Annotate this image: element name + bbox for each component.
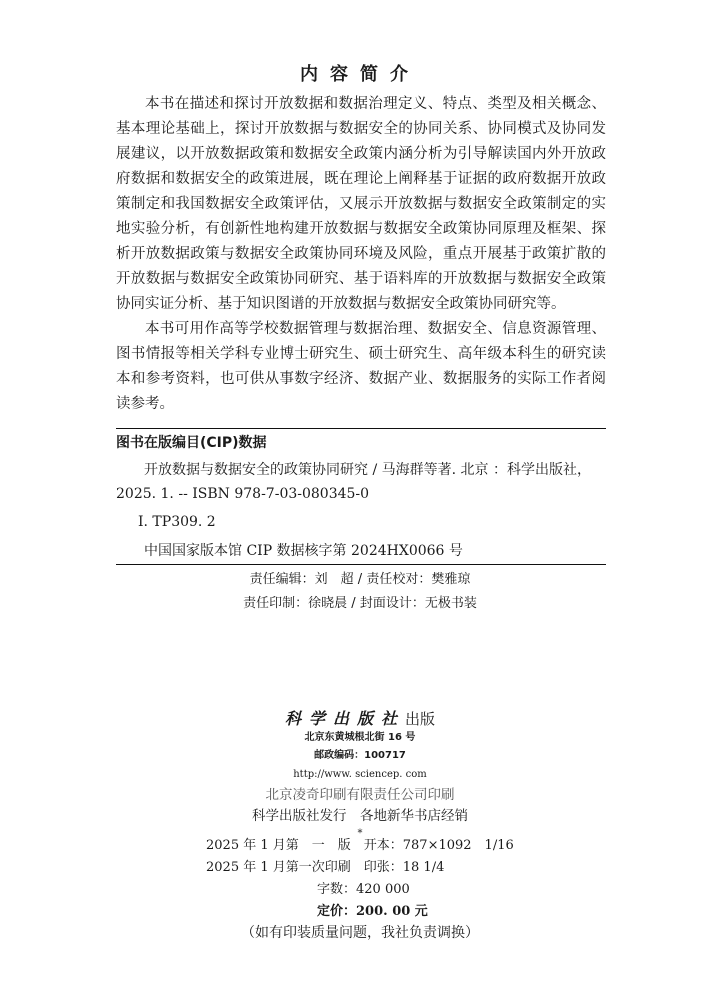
credits-block: [0, 568, 720, 616]
summary-paragraph-1: 本书在描述和探讨开放数据和数据治理定义、特点、类型及相关概念、基本理论基础上，探讨开放数据与数据安全的协同关系、协同模式及协同发展建议，以开放数据政策和数据安全政策内涵分析为引导解读国内外开放政府数据和数据安全的政策进展，既在理论上阐释基于证据的政府数据开放政策制定和我国数据安全政策评估，又展示开放数据与数据安全政策制定的实地实验分析，有创新性地构建开放数据与数据安全政策协同原理及框架、探析开放数据政策与数据安全政策协同环境及风险，重点开展基于政策扩散的开放数据与数据安全政策协同研究、基于语料库的开放数据与数据安全政策协同实证分析、基于知识图谱的开放数据与数据安全政策协同研究等。: [116, 96, 606, 312]
publisher-logo: 科学出版社: [284, 709, 405, 728]
cip-classification: Ⅰ. TP309. 2: [138, 514, 216, 530]
summary-paragraph-2: 本书可用作高等学校数据管理与数据治理、数据安全、信息资源管理、图书情报等相关学科专业博士研究生、硕士研究生、高年级本科生的研究读本和参考资料，也可供从事数字经济、数据产业、数据服务的实际工作者阅读参考。: [116, 321, 606, 412]
publisher-url: http://www. sciencep. com: [293, 769, 427, 780]
word-count: 字数：420 000: [317, 882, 410, 897]
cip-top-rule: [116, 428, 606, 429]
publisher-postcode: 邮政编码：100717: [314, 750, 406, 761]
cip-block: [116, 432, 606, 560]
cip-bottom-rule: [116, 564, 606, 565]
separator-star: *: [357, 828, 363, 839]
distribution-line: 科学出版社发行 各地新华书店经销: [252, 808, 468, 824]
publication-block: [0, 706, 720, 841]
printing-line: 2025 年 1 月第一次印刷 印张：18 1/4: [206, 860, 445, 875]
summary-title: 内容简介: [300, 64, 420, 85]
cip-heading: 图书在版编目(CIP)数据: [116, 435, 267, 451]
credits-line-production: 责任印制：徐晓晨 / 封面设计：无极书装: [243, 596, 477, 611]
publisher-suffix: 出版: [405, 710, 436, 728]
credits-line-editors: 责任编辑：刘 超 / 责任校对：樊雅琼: [249, 572, 471, 587]
price: 定价：200. 00 元: [317, 904, 428, 919]
publisher-line: [0, 706, 720, 729]
edition-line: 2025 年 1 月第 一 版 开本：787×1092 1/16: [206, 838, 514, 853]
quality-notice: （如有印装质量问题，我社负责调换）: [241, 925, 479, 941]
cip-record-number: 中国国家版本馆 CIP 数据核字第 2024HX0066 号: [144, 543, 463, 559]
cip-entry: 开放数据与数据安全的政策协同研究 / 马海群等著. 北京 ：科学出版社，2025. 1. -- ISBN 978-7-03-080345-0: [116, 462, 591, 502]
summary-body: [116, 92, 606, 417]
printer-line: 北京凌奇印刷有限责任公司印刷: [265, 787, 455, 803]
publisher-address: 北京东黄城根北街 16 号: [304, 732, 416, 743]
